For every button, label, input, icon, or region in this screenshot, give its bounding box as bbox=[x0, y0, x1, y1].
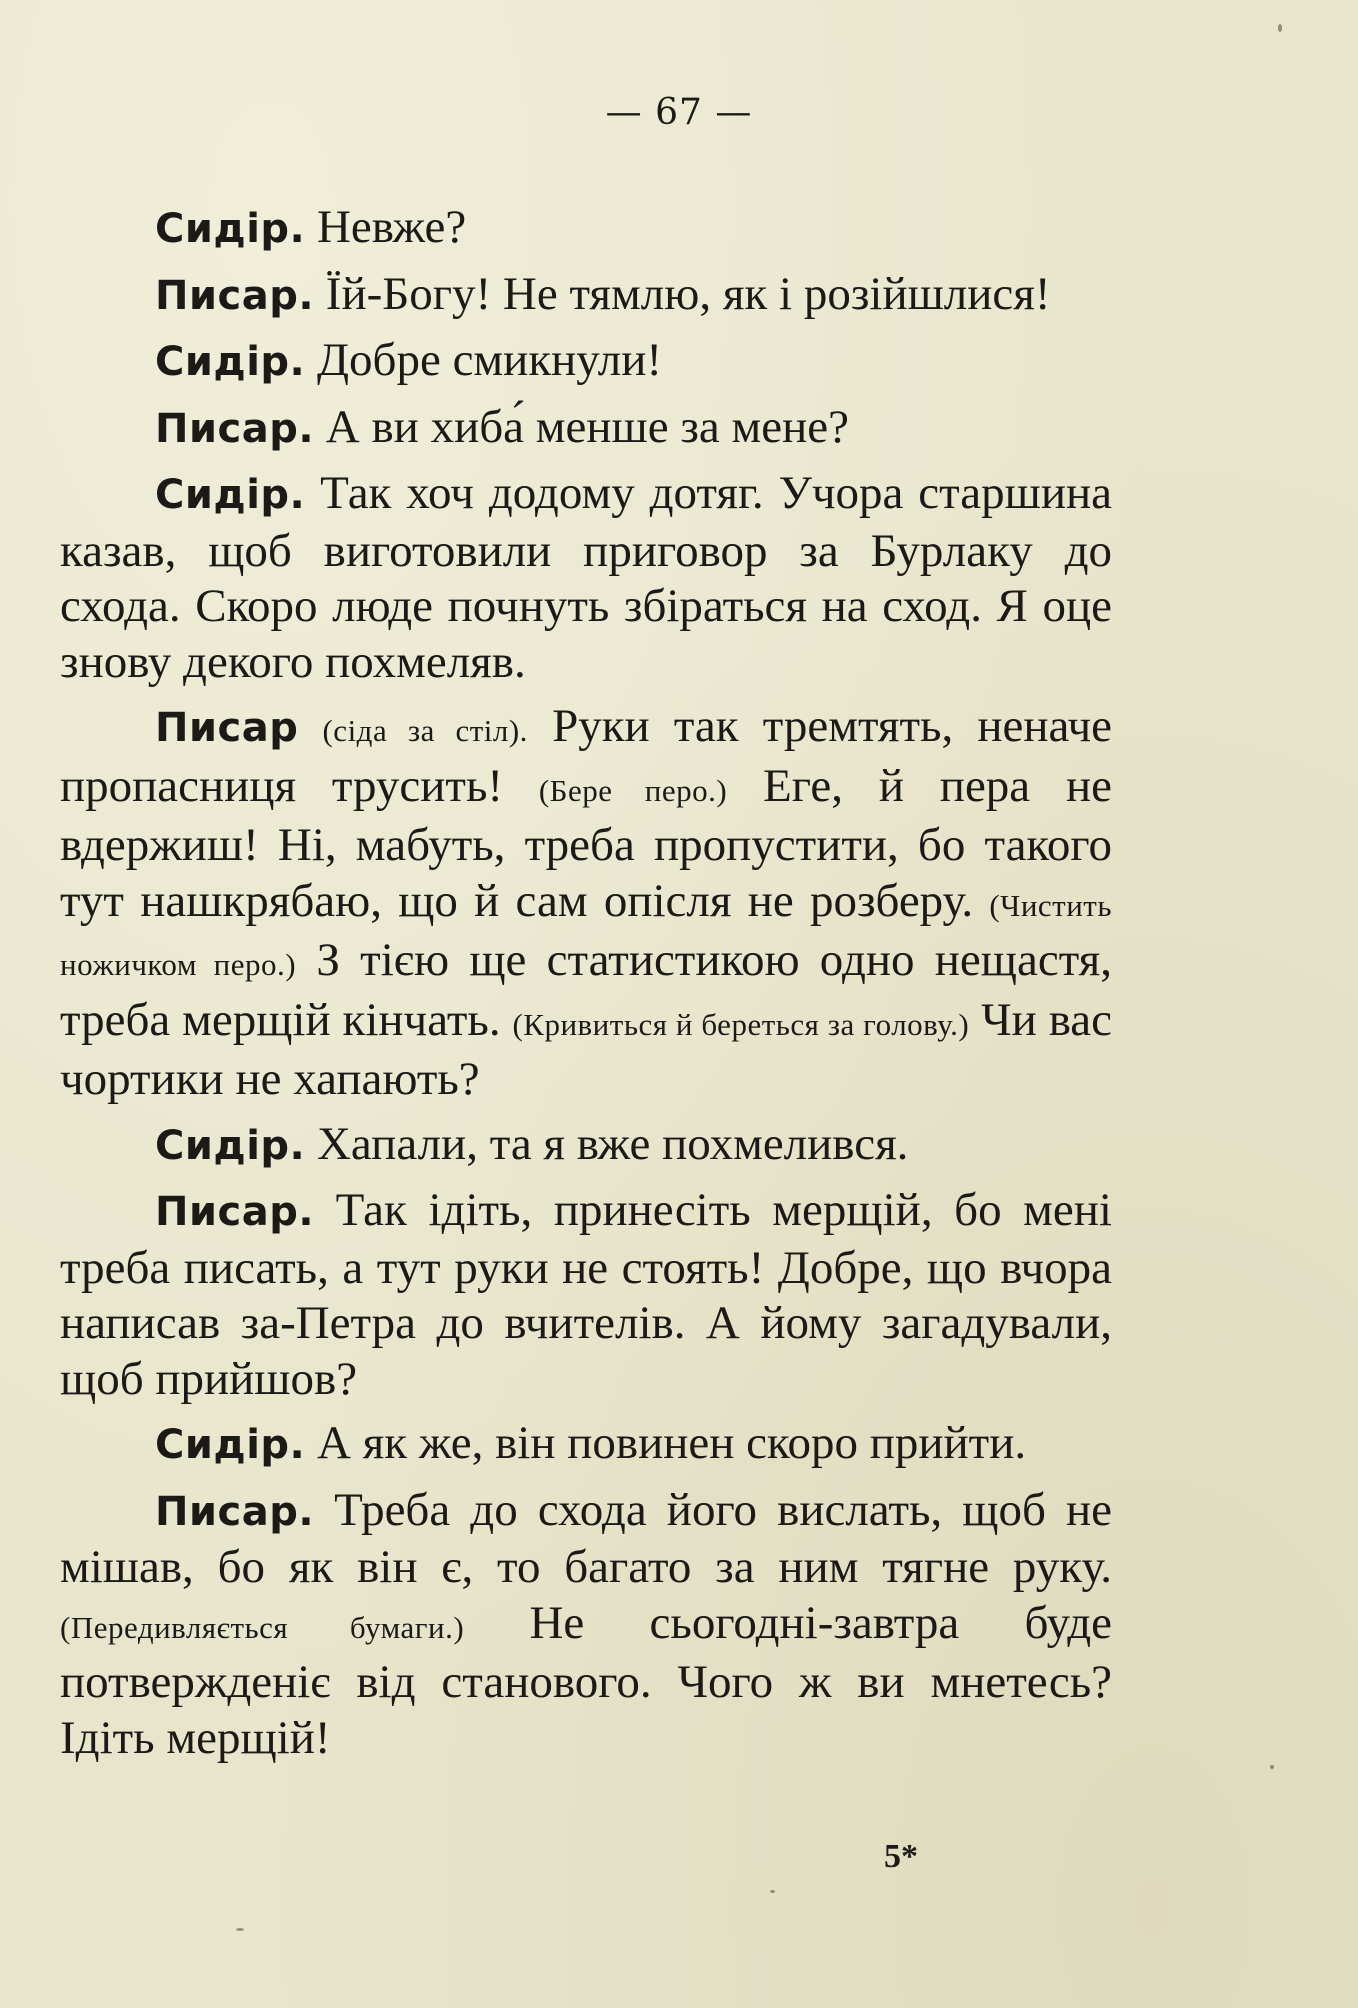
speech-text: Не сьогодні-завтра буде потвержденіє від станового. Чого ж ви мнетесь? Ідіть мерщій! bbox=[60, 1596, 1112, 1764]
speech-text: Так хоч додому дотяг. Учора старшина казав, щоб виготовили приговор за Бурлаку до схода. Скоро люде почнуть збіраться на сход. Я оце знову декого похмеляв. bbox=[60, 467, 1112, 688]
speaker-name: Сидір. bbox=[155, 206, 306, 252]
speech-text: Добре смикнули! bbox=[305, 334, 663, 386]
speech-text: Невже? bbox=[305, 201, 467, 253]
speech-text: Їй-Богу! Не тямлю, як і розійшлися! bbox=[314, 267, 1051, 320]
stage-direction: (Передивляється бумаги.) bbox=[60, 1609, 465, 1645]
dialogue-line bbox=[60, 267, 1112, 325]
speaker-name: Сидір. bbox=[155, 1122, 306, 1169]
dialogue-line bbox=[60, 1117, 1112, 1175]
stage-direction: (Кривиться й береться за голову.) bbox=[512, 1006, 970, 1042]
dialogue-line bbox=[60, 1183, 1112, 1407]
speech-text: А як же, він повинен скоро прийти. bbox=[305, 1417, 1027, 1469]
paper-speck bbox=[770, 1890, 775, 1893]
dialogue-line bbox=[60, 1483, 1112, 1767]
speaker-name: Сидір. bbox=[155, 472, 306, 518]
speaker-name: Сидір. bbox=[155, 339, 306, 385]
speech-text: А ви хиба́ менше за мене? bbox=[314, 400, 849, 453]
dialogue-line bbox=[60, 699, 1112, 1108]
speech-text: Чи вас чортики не хапають? bbox=[60, 993, 1112, 1105]
dialogue-line bbox=[60, 333, 1112, 391]
speaker-name: Писар. bbox=[155, 1189, 315, 1235]
speaker-name: Писар. bbox=[155, 1488, 315, 1535]
signature-mark: 5* bbox=[884, 1838, 918, 1875]
speech-text: Хапали, та я вже похмелився. bbox=[305, 1117, 909, 1170]
dialogue-line bbox=[60, 466, 1112, 690]
speaker-name: Писар. bbox=[155, 272, 315, 319]
speech-text: Треба до схода його вислать, щоб не мішав, бо як він є, то багато за ним тягне руку. bbox=[60, 1483, 1112, 1593]
dialogue-line bbox=[60, 1416, 1112, 1474]
stage-direction: (Бере перо.) bbox=[538, 772, 728, 808]
stage-direction: (сіда за стіл). bbox=[322, 713, 528, 748]
stage-direction: (Чистить ножичком перо.) bbox=[60, 887, 1112, 982]
paper-speck bbox=[1270, 1765, 1274, 1769]
speech-text: Руки так тремтять, неначе пропасниця трусить! bbox=[60, 700, 1113, 812]
speaker-name: Сидір. bbox=[155, 1422, 306, 1468]
page-number: — 67 — bbox=[605, 92, 753, 133]
speaker-name: Писар. bbox=[155, 405, 315, 452]
paper-speck bbox=[236, 1928, 244, 1931]
play-text bbox=[60, 200, 1112, 1775]
speech-text: З тією ще статистикою одно нещастя, треба мерщій кінчать. bbox=[60, 934, 1112, 1046]
paper-speck bbox=[1278, 24, 1282, 32]
dialogue-line bbox=[60, 400, 1112, 458]
speech-text: Так ідіть, принесіть мерщій, бо мені треба писать, а тут руки не стоять! Добре, що вчора написав за-Петра до вчителів. А йому загадували, щоб прийшов? bbox=[60, 1184, 1112, 1405]
dialogue-line bbox=[60, 200, 1112, 258]
speaker-name: Писар bbox=[155, 705, 299, 751]
speech-text: Еге, й пера не вдержиш! Ні, мабуть, треба пропустити, бо такого тут нашкрябаю, що й сам опісля не розберу. bbox=[60, 759, 1112, 927]
